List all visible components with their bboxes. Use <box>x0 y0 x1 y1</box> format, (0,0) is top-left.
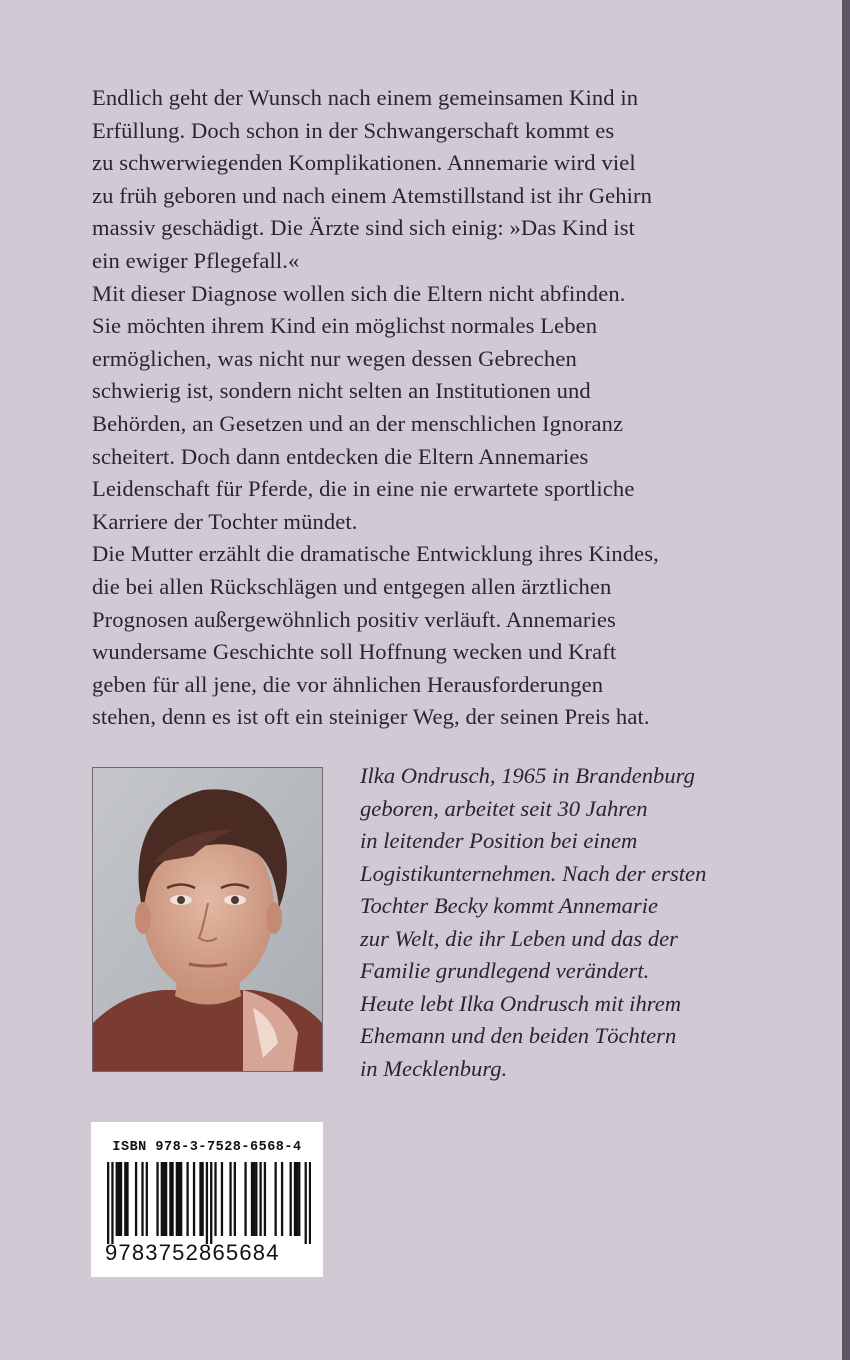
barcode-bar <box>156 1162 158 1236</box>
author-bio-line: Ehemann und den beiden Töchtern <box>360 1023 677 1048</box>
author-bio-line: Familie grundlegend verändert. <box>360 958 650 983</box>
barcode-bar <box>296 1162 298 1236</box>
barcode-bar <box>180 1162 182 1236</box>
blurb-line: die bei allen Rückschlägen und entgegen allen ärztlichen <box>92 573 612 599</box>
blurb-line: wundersame Geschichte soll Hoffnung wecken und Kraft <box>92 639 617 665</box>
blurb-line: massiv geschädigt. Die Ärzte sind sich einig: »Das Kind ist <box>92 215 636 241</box>
blurb-line: Leidenschaft für Pferde, die in eine nie erwartete sportliche <box>92 476 635 502</box>
barcode-bar <box>259 1162 261 1236</box>
blurb-line: zu früh geboren und nach einem Atemstillstand ist ihr Gehirn <box>92 182 653 208</box>
barcode-bar <box>290 1162 292 1236</box>
barcode-bar <box>171 1162 173 1236</box>
barcode-icon <box>107 1162 311 1244</box>
isbn-label: ISBN 978-3-7528-6568-4 <box>112 1140 302 1155</box>
blurb-line: Die Mutter erzählt die dramatische Entwicklung ihres Kindes, <box>92 541 659 567</box>
barcode-bar <box>298 1162 300 1236</box>
barcode-bar <box>116 1162 118 1236</box>
blurb-line: Prognosen außergewöhnlich positiv verläuft. Annemaries <box>92 606 616 632</box>
barcode-bar <box>126 1162 128 1236</box>
blurb-line: zu schwerwiegenden Komplikationen. Annemarie wird viel <box>92 150 636 176</box>
author-bio-line: Logistikunternehmen. Nach der ersten <box>360 860 707 886</box>
author-bio-line: in leitender Position bei einem <box>360 828 638 853</box>
blurb-line: ein ewiger Pflegefall.« <box>92 247 300 273</box>
author-bio-line: geboren, arbeitet seit 30 Jahren <box>360 795 648 821</box>
isbn-barcode-box <box>91 1122 323 1277</box>
author-bio-line: Heute lebt Ilka Ondrusch mit ihrem <box>360 990 682 1016</box>
barcode-bar <box>309 1162 311 1244</box>
blurb-line: ermöglichen, was nicht nur wegen dessen Gebrechen <box>92 345 577 371</box>
blurb-line: scheitert. Doch dann entdecken die Eltern Annemaries <box>92 443 589 469</box>
author-bio-line: Tochter Becky kommt Annemarie <box>360 893 659 918</box>
barcode-bar <box>251 1162 253 1236</box>
barcode-bar <box>193 1162 195 1236</box>
blurb-line: Mit dieser Diagnose wollen sich die Eltern nicht abfinden. <box>92 280 626 306</box>
blurb-line: Sie möchten ihrem Kind ein möglichst normales Leben <box>92 313 598 339</box>
barcode-bar <box>186 1162 188 1236</box>
barcode-bar <box>118 1162 120 1236</box>
barcode-bar <box>229 1162 231 1236</box>
barcode-bar <box>124 1162 126 1236</box>
barcode-bar <box>176 1162 178 1236</box>
author-bio-line: zur Welt, die ihr Leben und das der <box>360 925 678 951</box>
barcode-bar <box>281 1162 283 1236</box>
barcode-bar <box>163 1162 165 1236</box>
blurb-line: Karriere der Tochter mündet. <box>92 508 358 534</box>
author-portrait-illustration <box>93 768 322 1071</box>
author-bio-line: Ilka Ondrusch, 1965 in Brandenburg <box>360 763 695 788</box>
blurb-line: Erfüllung. Doch schon in der Schwangerschaft kommt es <box>92 117 615 143</box>
barcode-bar <box>210 1162 212 1244</box>
blurb-line: Behörden, an Gesetzen und an der menschlichen Ignoranz <box>92 410 624 436</box>
barcode-bar <box>161 1162 163 1236</box>
barcode-bar <box>294 1162 296 1236</box>
blurb-text <box>92 82 732 734</box>
barcode-digits: 9783752865684 <box>105 1240 280 1265</box>
barcode-bar <box>107 1162 109 1244</box>
barcode-bar <box>206 1162 208 1244</box>
blurb-line: stehen, denn es ist oft ein steiniger Weg, der seinen Preis hat. <box>92 704 650 730</box>
author-photo <box>92 767 323 1072</box>
barcode-bar <box>214 1162 216 1236</box>
blurb-line: schwierig ist, sondern nicht selten an Institutionen und <box>92 378 591 404</box>
barcode-bar <box>253 1162 255 1236</box>
barcode-bar <box>305 1162 307 1244</box>
spine-edge <box>842 0 850 1360</box>
barcode-bar <box>146 1162 148 1236</box>
author-bio <box>360 760 780 1085</box>
barcode-bar <box>201 1162 203 1236</box>
blurb-line: Endlich geht der Wunsch nach einem gemeinsamen Kind in <box>92 85 639 110</box>
barcode-bar <box>244 1162 246 1236</box>
barcode-bar <box>169 1162 171 1236</box>
barcode-bar <box>178 1162 180 1236</box>
barcode-bar <box>264 1162 266 1236</box>
blurb-line: geben für all jene, die vor ähnlichen Herausforderungen <box>92 671 604 697</box>
barcode-bar <box>165 1162 167 1236</box>
barcode-bar <box>255 1162 257 1236</box>
barcode-bar <box>221 1162 223 1236</box>
barcode-bar <box>274 1162 276 1236</box>
barcode-bar <box>120 1162 122 1236</box>
barcode-bar <box>234 1162 236 1236</box>
barcode-bar <box>141 1162 143 1236</box>
barcode-bar <box>135 1162 137 1236</box>
barcode-bar <box>111 1162 113 1244</box>
barcode-bar <box>199 1162 201 1236</box>
author-bio-line: in Mecklenburg. <box>360 1055 508 1081</box>
